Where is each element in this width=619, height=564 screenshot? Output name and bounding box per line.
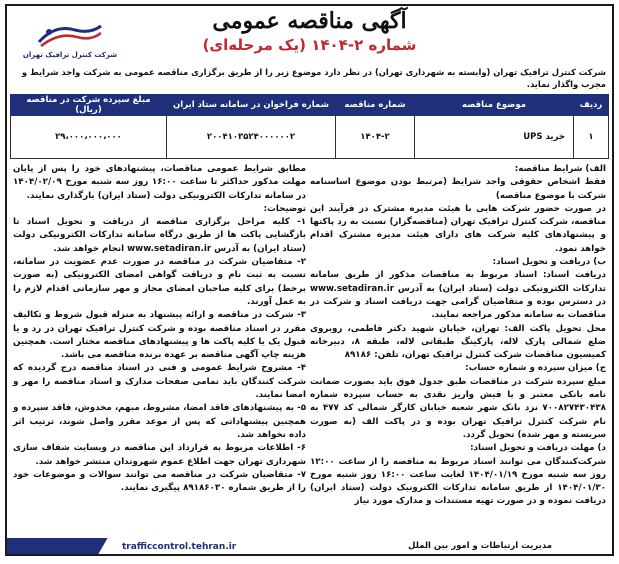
note-3: ۳- شرکت در مناقصه و ارائه پیشنهاد به منزله قبول شروط و تکالیف مقرر در اسناد مناقصه بوده و شرکت کنترل ترافیک تهران در رد و یا قبول یک یا کلیه پاکت ها و پیشنهادهای مناقصه مختار است. همچنین هزینه چاپ آگهی مناقصه بر عهده برنده مناقصه می باشد. [13,310,306,361]
logo-text: شرکت کنترل ترافیک تهران [22,51,118,59]
section-a-heading: الف) شرایط مناقصه: [514,164,606,174]
page-title: آگهی مناقصه عمومی [212,8,407,34]
cell-deposit: ۲۹،۰۰۰،۰۰۰،۰۰۰ [11,116,167,159]
section-c-text: مبلغ سپرده شرکت در مناقصات طبق جدول فوق باید بصورت ضمانت نامه بانکی معتبر و یا فیش واریز نقدی به حساب سپرده شماره ۷۰۰۸۲۷۴۳۰۴۳۸ نزد بانک شهر شعبه خیابان کارگر شمالی کد ۴۷۷ به نام شرکت کنترل ترافیک تهران بوده و در پاکت الف (به صورت سربسته و مهر شده) تحویل گردد. [310,376,606,440]
table-header-row [11,95,609,116]
section-b-text-1: دریافت اسناد: اسناد مربوط به مناقصات مذکور از طریق سامانه تدارکات الکترونیکی دولت (ستاد ایران) به آدرس www.setadiran.ir در دسترس بوده و متقاضیان گرامی جهت دریافت اسناد و شرکت در مناقصات به سامانه مذکور مراجعه نمایند. [310,270,606,321]
tender-notice [5,4,614,556]
header-subject: موضوع مناقصه [415,95,574,116]
note-1: ۱- کلیه مراحل برگزاری مناقصه از دریافت و تحویل اسناد تا بازگشایی پاکت ها از طریق درگاه سامانه تدارکات الکترونیکی دولت (ستاد ایران) به آدرس www.setadiran.ir انجام خواهد شد. [13,217,306,254]
header [7,6,612,80]
cell-row-number: ۱ [574,116,609,159]
section-b-text-2: محل تحویل پاکت الف: تهران، خیابان شهید دکتر فاطمی، روبروی ضلع شمالی پارک لاله، پارکینگ طبقاتی لاله، طبقه ۸، دبیرخانه کمیسیون مناقصات شرکت کنترل ترافیک تهران، تلفن: ۸۹۱۸۶ [310,323,606,361]
cell-setad-number: ۲۰۰۴۱۰۳۵۲۴۰۰۰۰۰۰۲ [167,116,336,159]
notes-heading: توضیحات: [263,203,306,214]
note-4: ۴- مشروح شرایط عمومی و فنی در اسناد مناقصه درج گردیده که شرکت کنندگان باید تمامی صفحات مدارک و اسناد مناقصه را مهر و امضا نمایند. [13,363,306,401]
section-d-heading: د) مهلت دریافت و تحویل اسناد: [470,443,606,454]
table-row [11,116,609,159]
header-tender-number: شماره مناقصه [336,95,415,116]
section-c-heading: ج) میزان سپرده و شماره حساب: [465,363,606,374]
footer-department: مدیریت ارتباطات و امور بین الملل [408,541,552,551]
note-5: ۵- به پیشنهادهای فاقد امضا، مشروط، مبهم، مخدوش، فاقد سپرده و همچنین پیشنهاداتی که پس از موعد مقرر واصل شوند، ترتیب اثر داده نخواهد شد. [13,403,306,440]
note-2: ۲- متقاضیان شرکت در مناقصه در صورت عدم عضویت در سامانه، نسبت به ثبت نام و دریافت گواهی امضای الکترونیکی (به صورت برخط) برای کلیه صاحبان امضای مجاز و مهر سازمانی اقدام لازم را به عمل آورند. [13,257,306,307]
header-row-number: ردیف [574,95,609,116]
intro-text: شرکت کنترل ترافیک تهران (وابسته به شهرداری تهران) در نظر دارد موضوع زیر را از طریق برگزاری مناقصه عمومی به شرکت واجد شرایط و مجرب واگذار نماید. [21,67,606,89]
body-columns [7,163,612,507]
tender-number: شماره ۲-۱۴۰۴ (یک مرحله‌ای) [202,36,417,54]
company-logo [15,20,125,59]
header-setad-number: شماره فراخوان در سامانه ستاد ایران [167,95,336,116]
note-7: ۷- متقاضیان شرکت در مناقصه می توانند سوالات و موضوعات خود را از طریق شماره ۸۹۱۸۶۰۳۰ پیگیری نمایند. [13,469,306,494]
cell-tender-number: ۱۴۰۴-۲ [336,116,415,159]
section-b-heading: ب) دریافت و تحویل اسناد: [492,257,606,268]
title-block [137,8,482,54]
note-6: ۶- اطلاعات مربوط به قرارداد این مناقصه در وبسایت شفاف سازی شهرداری تهران جهت اطلاع عموم شهروندان منتشر خواهد شد. [13,443,306,467]
header-deposit: مبلغ سپرده شرکت در مناقصه (ریال) [11,95,167,116]
traffic-logo-icon [35,20,105,50]
tender-table [10,94,609,159]
right-column [310,163,606,509]
cell-subject: خرید UPS [415,116,574,159]
section-a-text-2: در صورت حضور شرکت هایی با هیئت مدیره مشترک در فرآیند این مناقصه، شرکت کنترل ترافیک تهران (مناقصه‌گزار) نسبت به رد پاکتها و پیشنهادهای کلیه شرکت های دارای هیئت مدیره مشترک اقدام خواهد نمود. [310,203,606,254]
deadline-text: مطابق شرایط عمومی مناقصات، پیشنهادهای خود را پس از پایان مهلت مذکور حداکثر تا ساعت ۱۶:۰۰ روز سه شنبه مورخ ۱۴۰۴/۰۲/۰۹ در سامانه تدارکات الکترونیکی دولت (ستاد ایران) بارگذاری نمایند. [13,164,306,201]
website-link[interactable]: trafficcontrol.tehran.ir [122,542,237,552]
section-d-text: شرکت‌کنندگان می توانند اسناد مربوط به مناقصه را از ساعت ۱۲:۰۰ روز سه شنبه مورخ ۱۴۰۴/۰۱/۱۹ لغایت ساعت ۱۶:۰۰ روز شنبه مورخ ۱۴۰۴/۰۱/۳۰ از طریق سامانه تدارکات الکترونیک دولت (ستاد ایران) دریافت نموده و در صورت تهیه مستندات و مدارک مورد نیاز [310,456,606,507]
left-column [13,163,306,495]
footer [7,536,612,554]
section-a-text-1: فقط اشخاص حقوقی واجد شرایط (مرتبط بودن موضوع اساسنامه شرکت با موضوع مناقصه) [310,177,606,201]
